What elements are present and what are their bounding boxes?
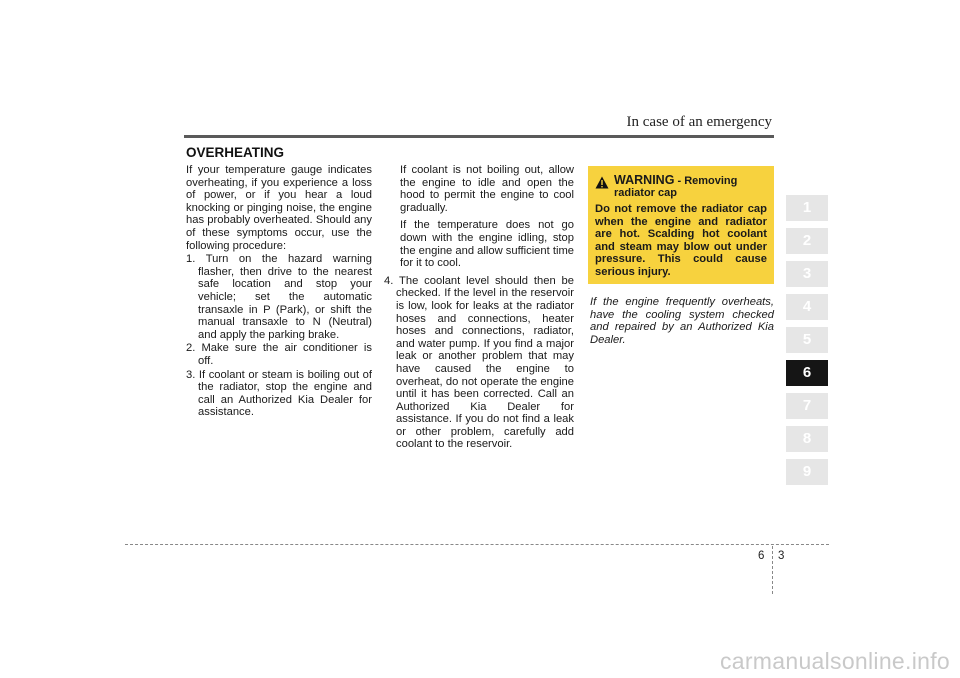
page-header-title: In case of an emergency — [626, 114, 772, 130]
column-middle — [384, 164, 574, 452]
procedure-step-2: 2. Make sure the air conditioner is off. — [186, 342, 372, 367]
warning-triangle-icon — [595, 176, 609, 189]
intro-paragraph: If your temperature gauge indicates overheating, if you experience a loss of power, or if you hear a loud knocking or pinging noise, the engine has probably overheated. Should any of these symptoms occur, use the following procedure: — [186, 164, 372, 252]
chapter-tab-3[interactable]: 3 — [786, 261, 828, 287]
warning-title — [614, 174, 737, 199]
warning-word: WARNING — [614, 173, 675, 187]
column-left — [186, 164, 372, 420]
warning-box — [588, 166, 774, 284]
header-rule — [184, 135, 774, 138]
chapter-tab-5[interactable]: 5 — [786, 327, 828, 353]
chapter-tab-7[interactable]: 7 — [786, 393, 828, 419]
footer-divider — [772, 546, 773, 594]
procedure-step-3-continued-b: If the temperature does not go down with the engine idling, stop the engine and allow sufficient time for it to cool. — [400, 219, 574, 270]
overheating-note: If the engine frequently overheats, have the cooling system checked and repaired by an Authorized Kia Dealer. — [590, 296, 774, 346]
section-heading: OVERHEATING — [186, 145, 285, 160]
procedure-step-3: 3. If coolant or steam is boiling out of the radiator, stop the engine and call an Authorized Kia Dealer for assistance. — [186, 368, 372, 419]
procedure-step-4: 4. The coolant level should then be checked. If the level in the reservoir is low, look for leaks at the radiator hoses and connections, heater hoses and connections, radiator, and water pump. If you find a major leak or another problem that may have caused the engine to overheat, do not operate the engine until it has been corrected. Call an Authorized Kia Dealer for assistance. If you do not find a leak or other problem, carefully add coolant to the reservoir. — [384, 274, 574, 451]
watermark-text: carmanualsonline.info — [719, 648, 950, 674]
chapter-tab-4[interactable]: 4 — [786, 294, 828, 320]
procedure-step-1: 1. Turn on the hazard warning flasher, then drive to the nearest safe location and stop your vehicle; set the automatic transaxle in P (Park), or shift the manual transaxle to N (Neutral) and apply the parking brake. — [186, 253, 372, 341]
chapter-tab-2[interactable]: 2 — [786, 228, 828, 254]
page-chapter-number: 6 — [758, 550, 765, 562]
footer-rule — [125, 544, 829, 545]
chapter-tab-9[interactable]: 9 — [786, 459, 828, 485]
chapter-tab-6[interactable]: 6 — [786, 360, 828, 386]
warning-title-rest: - Removing — [674, 175, 738, 187]
procedure-step-3-continued-a: If coolant is not boiling out, allow the engine to idle and open the hood to permit the engine to cool gradually. — [400, 164, 574, 214]
chapter-tab-8[interactable]: 8 — [786, 426, 828, 452]
warning-body: Do not remove the radiator cap when the engine and radiator are hot. Scalding hot coolant and steam may blow out under pressure. This could cause serious injury. — [595, 203, 767, 278]
page-number: 3 — [778, 550, 785, 562]
chapter-tabs — [786, 195, 828, 492]
chapter-tab-1[interactable]: 1 — [786, 195, 828, 221]
warning-subtitle: radiator cap — [614, 187, 677, 199]
warning-header — [595, 174, 767, 199]
